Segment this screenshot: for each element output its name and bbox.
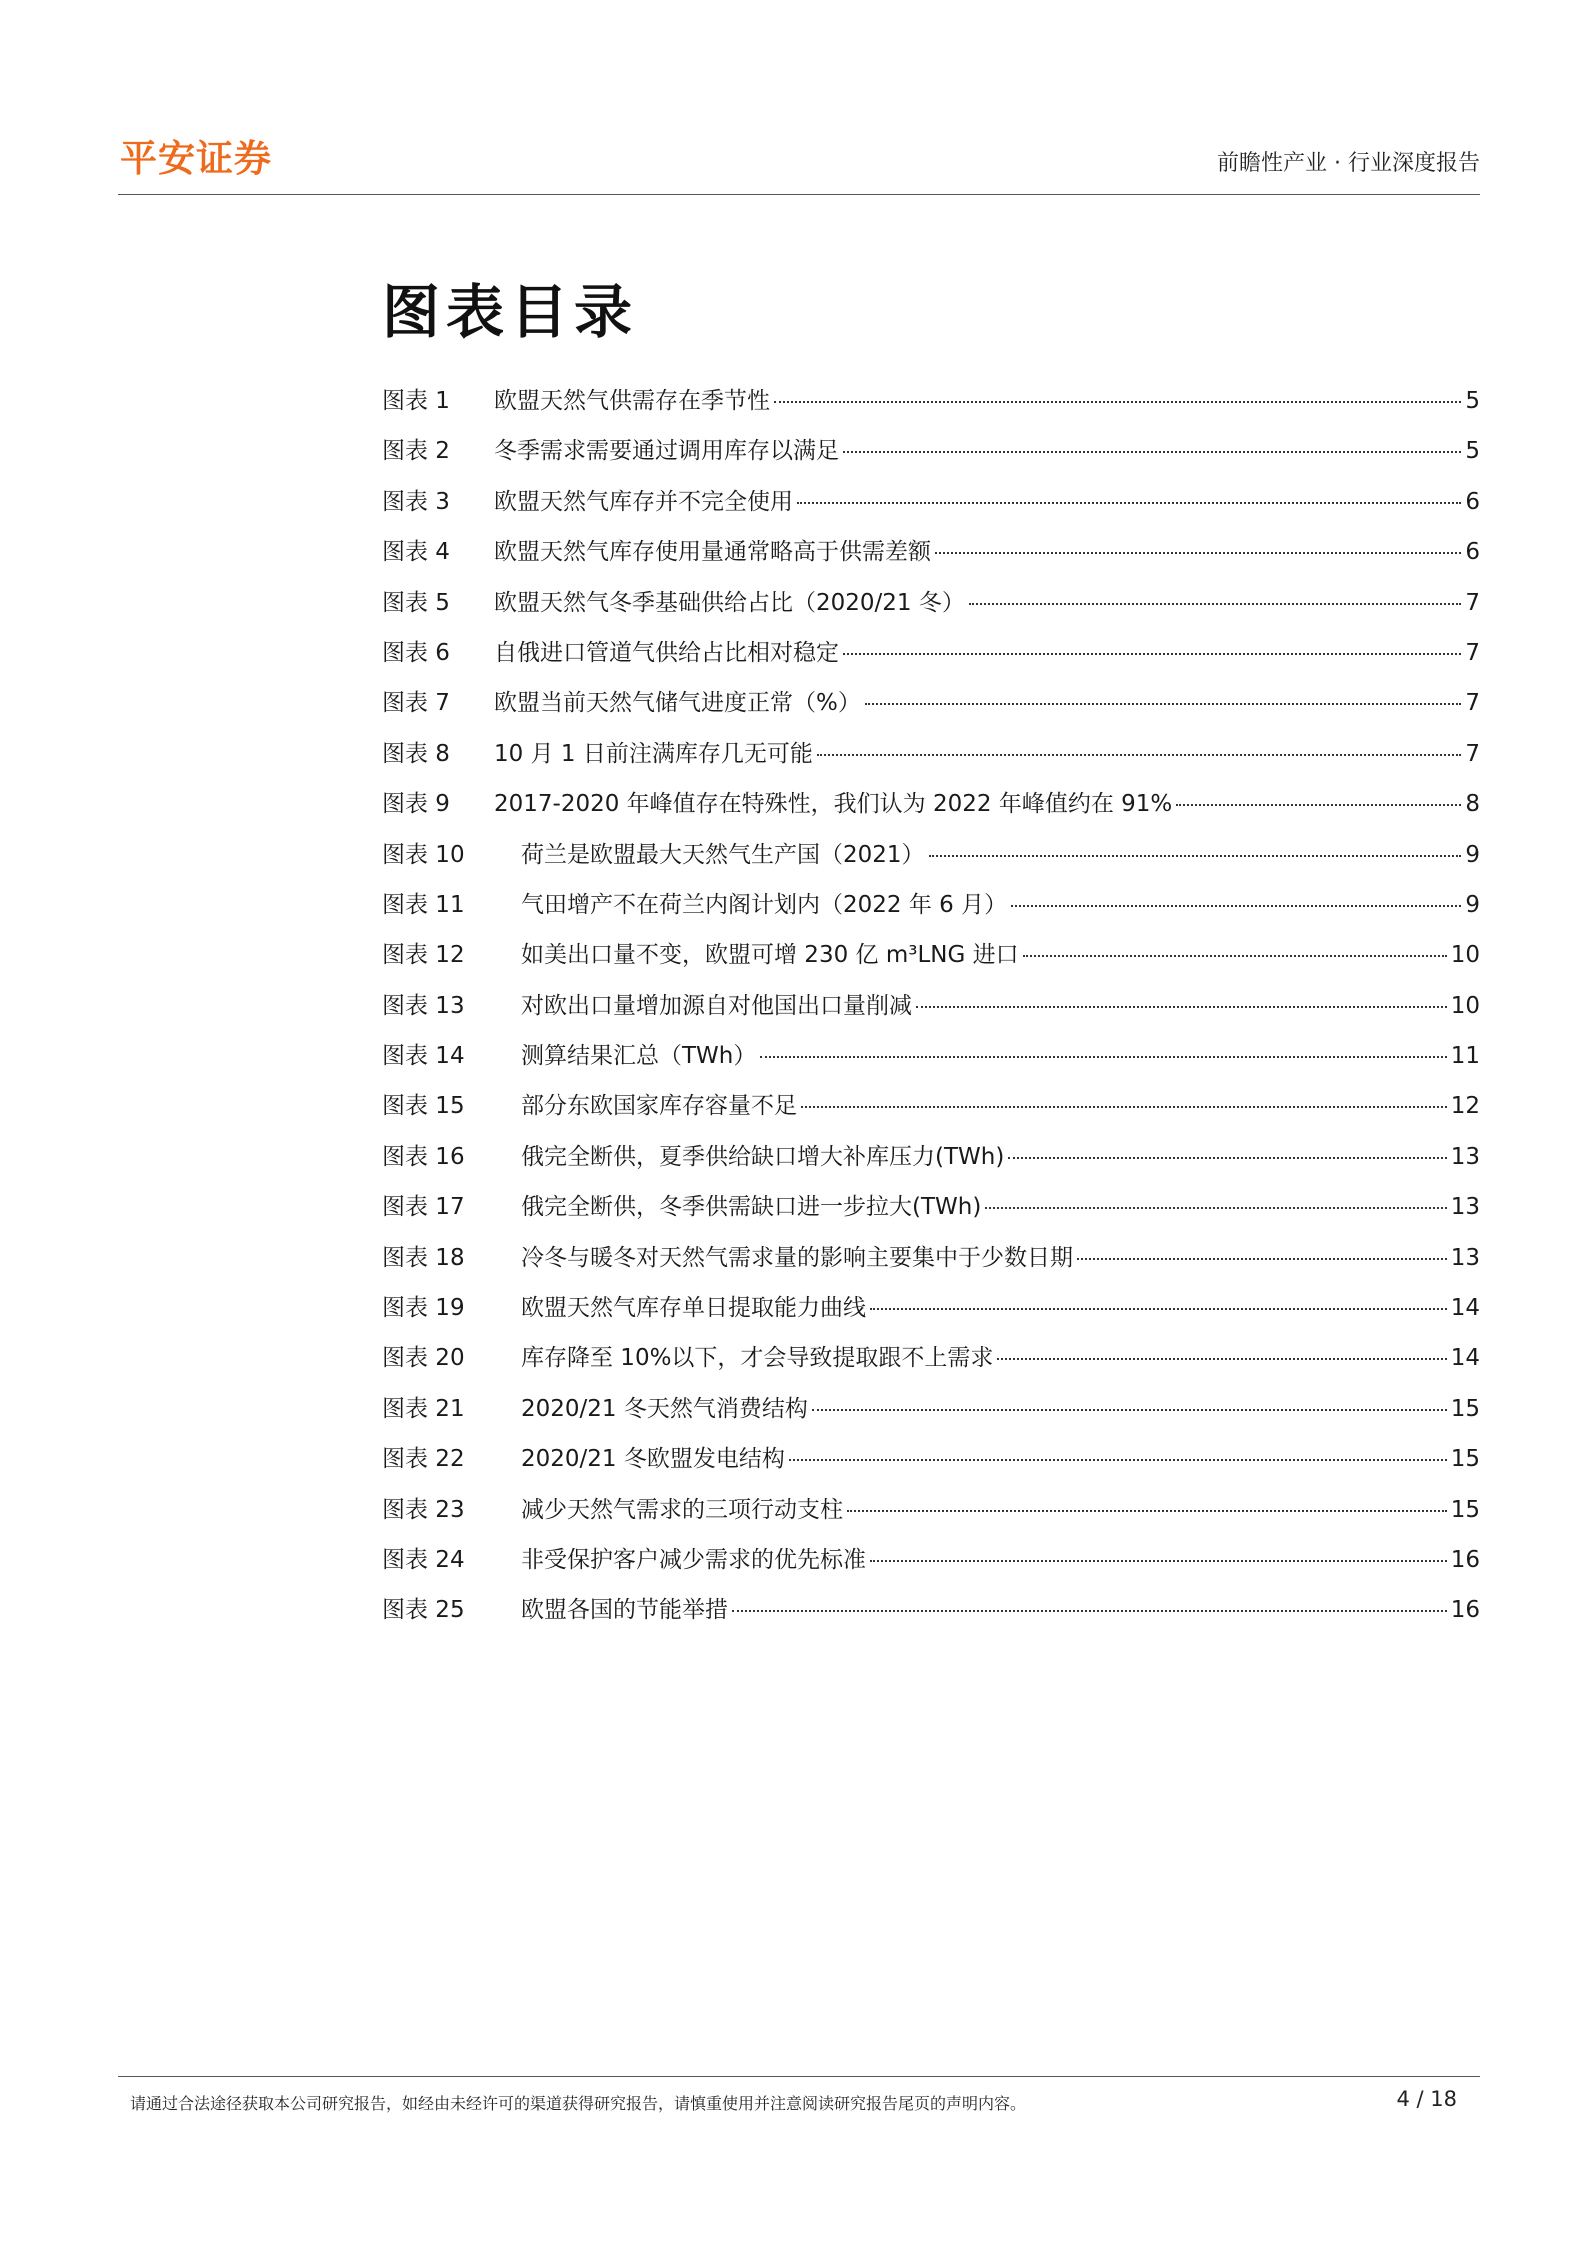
toc-text: 2020/21 冬欧盟发电结构: [521, 1446, 785, 1473]
toc-entry[interactable]: [382, 1182, 1480, 1232]
toc-label: 图表 15: [382, 1093, 465, 1120]
toc-entry[interactable]: [382, 830, 1480, 880]
toc-entry[interactable]: [382, 1384, 1480, 1434]
toc-text: 2017-2020 年峰值存在特殊性，我们认为 2022 年峰值约在 91%: [494, 791, 1173, 818]
toc-text: 欧盟天然气库存单日提取能力曲线: [521, 1295, 866, 1322]
toc-text: 库存降至 10%以下，才会导致提取跟不上需求: [521, 1345, 994, 1372]
toc-page: 5: [1465, 388, 1480, 414]
toc-page: 12: [1450, 1093, 1480, 1120]
toc-text: 欧盟天然气库存使用量通常略高于供需差额: [494, 539, 931, 566]
dot-leader: [732, 1610, 1447, 1612]
toc-text: 冷冬与暖冬对天然气需求量的影响主要集中于少数日期: [521, 1244, 1073, 1271]
footer-divider: [118, 2076, 1480, 2077]
toc-page: 10: [1450, 942, 1480, 969]
toc-page: 10: [1450, 992, 1480, 1019]
toc-text: 测算结果汇总（TWh）: [521, 1043, 757, 1070]
toc-entry[interactable]: [382, 1434, 1480, 1484]
toc-text: 2020/21 冬天然气消费结构: [521, 1395, 808, 1422]
toc-label: 图表 6: [382, 639, 450, 666]
toc-text: 对欧出口量增加源自对他国出口量削减: [521, 992, 912, 1019]
toc-page: 5: [1465, 438, 1480, 465]
toc-label: 图表 19: [382, 1295, 465, 1322]
dot-leader: [997, 1358, 1446, 1360]
toc-label: 图表 9: [382, 791, 450, 818]
dot-leader: [985, 1207, 1446, 1209]
toc-label: 图表 23: [382, 1496, 465, 1523]
toc-page: 15: [1450, 1395, 1480, 1422]
toc-page: 8: [1465, 791, 1480, 818]
toc-label: 图表 4: [382, 539, 450, 566]
toc-page: 15: [1450, 1496, 1480, 1523]
toc-label: 图表 12: [382, 942, 465, 969]
toc-entry[interactable]: [382, 477, 1480, 527]
toc-label: 图表 3: [382, 488, 450, 515]
toc-page: 7: [1465, 740, 1480, 767]
toc-entry[interactable]: [382, 1132, 1480, 1182]
toc-label: 图表 10: [382, 841, 465, 868]
toc-entry[interactable]: [382, 1233, 1480, 1283]
toc-entry[interactable]: [382, 880, 1480, 930]
dot-leader: [789, 1459, 1447, 1461]
toc-entry[interactable]: [382, 1585, 1480, 1635]
dot-leader: [1011, 905, 1461, 907]
toc-label: 图表 16: [382, 1143, 465, 1170]
toc-page: 7: [1465, 589, 1480, 616]
dot-leader: [935, 552, 1461, 554]
toc-entry[interactable]: [382, 426, 1480, 476]
toc-page: 7: [1465, 690, 1480, 717]
toc-entry[interactable]: [382, 1031, 1480, 1081]
footer-disclaimer: 请通过合法途径获取本公司研究报告，如经由未经许可的渠道获得研究报告，请慎重使用并注意阅读研究报告尾页的声明内容。: [130, 2094, 1027, 2113]
dot-leader: [797, 502, 1461, 504]
dot-leader: [843, 653, 1461, 655]
toc-entry[interactable]: [382, 527, 1480, 577]
dot-leader: [843, 451, 1461, 453]
toc-text: 如美出口量不变，欧盟可增 230 亿 m³LNG 进口: [521, 942, 1019, 969]
toc-entry[interactable]: [382, 578, 1480, 628]
toc-page: 11: [1450, 1043, 1480, 1070]
toc-label: 图表 11: [382, 891, 465, 918]
toc-page: 13: [1450, 1194, 1480, 1221]
toc-text: 欧盟天然气冬季基础供给占比（2020/21 冬）: [494, 589, 965, 616]
dot-leader: [1176, 804, 1461, 806]
dot-leader: [760, 1056, 1446, 1058]
toc-text: 气田增产不在荷兰内阁计划内（2022 年 6 月）: [521, 891, 1008, 918]
toc-entry[interactable]: [382, 678, 1480, 728]
dot-leader: [774, 401, 1461, 403]
toc-entry[interactable]: [382, 930, 1480, 980]
toc-entry[interactable]: [382, 1283, 1480, 1333]
toc-label: 图表 25: [382, 1597, 465, 1624]
toc-text: 欧盟天然气库存并不完全使用: [494, 488, 793, 515]
toc-entry[interactable]: [382, 1535, 1480, 1585]
toc-entry[interactable]: [382, 779, 1480, 829]
dot-leader: [865, 703, 1462, 705]
toc-page: 9: [1465, 891, 1480, 918]
toc-page: 9: [1465, 841, 1480, 868]
toc-entry[interactable]: [382, 981, 1480, 1031]
toc-text: 冬季需求需要通过调用库存以满足: [494, 438, 839, 465]
dot-leader: [801, 1106, 1447, 1108]
toc-label: 图表 20: [382, 1345, 465, 1372]
toc-label: 图表 18: [382, 1244, 465, 1271]
table-of-figures: [382, 376, 1480, 1636]
toc-page: 13: [1450, 1143, 1480, 1170]
toc-label: 图表 22: [382, 1446, 465, 1473]
toc-entry[interactable]: [382, 628, 1480, 678]
dot-leader: [847, 1510, 1447, 1512]
toc-page: 16: [1450, 1546, 1480, 1573]
dot-leader: [1008, 1157, 1446, 1159]
toc-page: 13: [1450, 1244, 1480, 1271]
toc-text: 自俄进口管道气供给占比相对稳定: [494, 639, 839, 666]
header-divider: [118, 194, 1480, 195]
toc-label: 图表 21: [382, 1395, 465, 1422]
toc-label: 图表 14: [382, 1043, 465, 1070]
toc-page: 14: [1450, 1295, 1480, 1322]
toc-entry[interactable]: [382, 1081, 1480, 1131]
toc-label: 图表 24: [382, 1546, 465, 1573]
dot-leader: [870, 1560, 1447, 1562]
dot-leader: [817, 754, 1462, 756]
toc-entry[interactable]: [382, 729, 1480, 779]
toc-label: 图表 5: [382, 589, 450, 616]
dot-leader: [870, 1308, 1447, 1310]
dot-leader: [1023, 955, 1447, 957]
toc-text: 10 月 1 日前注满库存几无可能: [494, 740, 813, 767]
toc-entry[interactable]: [382, 1485, 1480, 1535]
page-title: 图表目录: [382, 278, 639, 346]
toc-page: 14: [1450, 1345, 1480, 1372]
toc-text: 欧盟当前天然气储气进度正常（%）: [494, 690, 861, 717]
toc-entry[interactable]: [382, 1333, 1480, 1383]
toc-page: 6: [1465, 539, 1480, 566]
toc-text: 欧盟天然气供需存在季节性: [494, 388, 770, 414]
toc-text: 减少天然气需求的三项行动支柱: [521, 1496, 843, 1523]
toc-text: 荷兰是欧盟最大天然气生产国（2021）: [521, 841, 925, 868]
toc-label: 图表 8: [382, 740, 450, 767]
report-type: 前瞻性产业 · 行业深度报告: [1217, 151, 1480, 176]
toc-label: 图表 1: [382, 388, 450, 414]
toc-text: 俄完全断供，夏季供给缺口增大补库压力(TWh): [521, 1143, 1005, 1170]
toc-label: 图表 2: [382, 438, 450, 465]
toc-text: 部分东欧国家库存容量不足: [521, 1093, 797, 1120]
toc-page: 6: [1465, 488, 1480, 515]
toc-page: 7: [1465, 639, 1480, 666]
toc-label: 图表 17: [382, 1194, 465, 1221]
dot-leader: [969, 603, 1461, 605]
toc-text: 非受保护客户减少需求的优先标准: [521, 1546, 866, 1573]
toc-entry[interactable]: [382, 376, 1480, 426]
toc-label: 图表 7: [382, 690, 450, 717]
dot-leader: [929, 855, 1462, 857]
dot-leader: [916, 1006, 1447, 1008]
toc-label: 图表 13: [382, 992, 465, 1019]
toc-page: 15: [1450, 1446, 1480, 1473]
toc-text: 俄完全断供，冬季供需缺口进一步拉大(TWh): [521, 1194, 982, 1221]
page-number: 4 / 18: [1396, 2087, 1457, 2111]
toc-page: 16: [1450, 1597, 1480, 1624]
dot-leader: [812, 1409, 1447, 1411]
dot-leader: [1077, 1258, 1447, 1260]
toc-text: 欧盟各国的节能举措: [521, 1597, 728, 1624]
company-logo: 平安证券: [120, 137, 272, 180]
